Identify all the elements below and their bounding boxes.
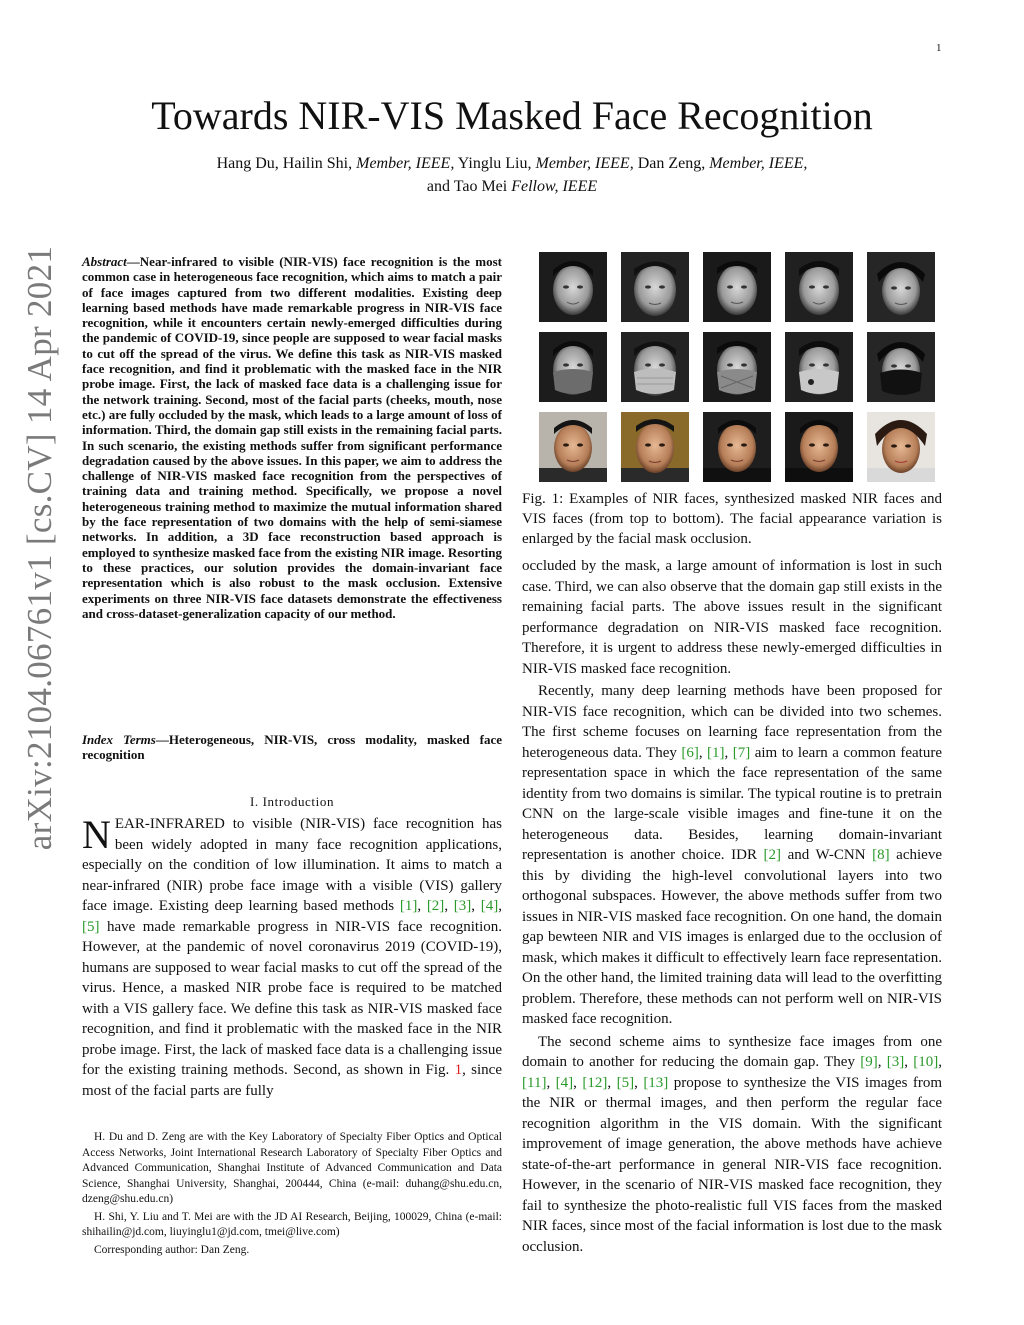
dropcap: N (82, 812, 111, 857)
vis-face-image (785, 412, 853, 482)
vis-face-image (703, 412, 771, 482)
masked-nir-face-image (785, 332, 853, 402)
citation-link[interactable]: [6] (681, 744, 699, 761)
citation-link[interactable]: [9] (860, 1054, 878, 1070)
citation-link[interactable]: [5] (82, 918, 100, 935)
author-role: Fellow, IEEE (511, 178, 598, 195)
vis-face-image (867, 412, 935, 482)
nir-face-image (703, 252, 771, 322)
author-group-2: Yinglu Liu, (454, 155, 536, 172)
figure-face-grid (539, 252, 935, 484)
footnotes (82, 1130, 502, 1260)
masked-nir-face-image (867, 332, 935, 402)
citation-link[interactable]: [10] (913, 1054, 939, 1070)
para-text: and W-CNN (781, 847, 873, 863)
footnote-corresponding-author: Corresponding author: Dan Zeng. (94, 1243, 250, 1256)
author-role: Member, IEEE, (356, 155, 455, 172)
page-number: 1 (936, 42, 942, 54)
citation-link[interactable]: [2] (763, 847, 782, 863)
vis-face-image (621, 412, 689, 482)
citation-link[interactable]: [7] (732, 744, 751, 761)
author-role: Member, IEEE, (709, 155, 808, 172)
citation-link[interactable]: [8] (872, 847, 890, 863)
citation-link[interactable]: [5] (616, 1074, 635, 1091)
citation-link[interactable]: [4] (555, 1074, 574, 1091)
citation-link[interactable]: [11] (522, 1074, 547, 1091)
author-group-3: Dan Zeng, (633, 155, 710, 172)
paragraph: Recently, many deep learning methods have been proposed for NIR-VIS face recognition, which can be divided into two schemes. The first scheme focuses on learning face representation from the heterogeneous data. They [6], [1], [7] aim to learn a common feature representation space in which the face representation of the same identity from two domains is similar. The typical routine is to pretrain CNN on the large-scale visible images and fine-tune it on the heterogeneous data. Besides, learning domain-invariant representation is another choice. IDR [2] and W-CNN [8] achieve this by dividing the high-level convolutional layers into two orthogonal subspaces. However, the above methods suffer from two issues in NIR-VIS masked face recognition. On one hand, the domain gap bewteen NIR and VIS images is enlarged due to the occlusion of mask, which makes it difficult to effectively learn face representation. On the other hand, the limited training data will lead to the overfitting problem. Therefore, these methods can not perform well on NIR-VIS masked face recognition. (522, 683, 942, 1027)
index-terms-text: —Heterogeneous, NIR-VIS, cross modality, masked face recognition (82, 732, 502, 763)
abstract-text: —Near-infrared to visible (NIR-VIS) face recognition is the most common case in heterogeneous face recognition, which aims to match a pair of face images captured from two different modalities. Existing deep learning based methods have made remarkable progress in NIR-VIS face recognition, while it encounters certain newly-emerged difficulties during the pandemic of COVID-19, since people are supposed to wear facial masks to cut off the spread of the virus. We define this task as NIR-VIS masked face recognition, and find it problematic with the masked face in the NIR probe image. First, the lack of masked face data is a challenging issue for the network training. Second, most of the facial parts (cheeks, mouth, nose etc.) are fully occluded by the mask, which leads to a large amount of loss of information. Third, the domain gap still exists in the remaining facial parts. In such scenario, the existing methods suffer from significant performance degradation caused by the above issues. In this paper, we aim to address the challenge of NIR-VIS masked face recognition from the perspectives of training data and training method. Specifically, we propose a novel heterogeneous training method to maximize the mutual information shared by the face representation of two domains with the help of semi-siamese networks. In addition, a 3D face reconstruction based approach is employed to synthesize masked face from the existing NIR image. Resorting to these practices, our solution provides the domain-invariant face representation which is also robust to the mask occlusion. Extensive experiments on three NIR-VIS face datasets demonstrate the effectiveness and cross-dataset-generalization capacity of our method. (82, 254, 502, 621)
citation-link[interactable]: [1] (707, 744, 725, 761)
para-text: propose to synthesize the VIS images from the NIR or thermal images, and then perform the regular face recognition algorithm in the VIS domain. With the significant improvement of image generation, the above methods have achieve state-of-the-art performance in general NIR-VIS face recognition. However, in the scenario of NIR-VIS masked face recognition, they fail to synthesize the photo-realistic full VIS faces from the masked NIR faces, since most of the facial information is lost due to the mask occlusion. (522, 1074, 943, 1255)
author-group-1: Hang Du, Hailin Shi, (216, 155, 357, 172)
author-list (80, 152, 944, 198)
citation-link[interactable]: [2] (426, 898, 445, 914)
introduction-paragraph: NEAR-INFRARED to visible (NIR-VIS) face recognition has been widely adopted in many face recognition applications, especially on the condition of low illumination. It aims to match a near-infrared (NIR) probe face image with a visible (VIS) gallery face image. Existing deep learning based methods [1], [2], [3], [4], [5] have made remarkable progress in NIR-VIS face recognition. However, at the pandemic of novel coronavirus 2019 (COVID-19), humans are supposed to wear facial masks to cut off the spread of the virus. Hence, a masked NIR probe face is required to be matched with a VIS gallery face. We define this task as NIR-VIS masked face recognition, and find it problematic with the masked face in the NIR probe image. First, the lack of masked face data is a challenging issue for the existing training methods. Second, as shown in Fig. 1, since most of the facial parts are fully (82, 812, 502, 1099)
author-role: Member, IEEE, (535, 155, 634, 172)
masked-nir-face-image (539, 332, 607, 402)
masked-nir-face-image (621, 332, 689, 402)
abstract (82, 254, 502, 621)
arxiv-stamp[interactable]: arXiv:2104.06761v1 [cs.CV] 14 Apr 2021 (20, 245, 59, 851)
figure-caption: Fig. 1: Examples of NIR faces, synthesized masked NIR faces and VIS faces (from top to bottom). The facial appearance variation is enlarged by the facial mask occlusion. (522, 491, 942, 547)
index-terms (82, 732, 502, 763)
right-column-text (522, 556, 942, 1257)
nir-face-image (621, 252, 689, 322)
citation-link[interactable]: [1] (399, 898, 418, 914)
footnote-affiliation-2: H. Shi, Y. Liu and T. Mei are with the JD AI Research, Beijing, 100029, China (e-mail: shihailin@jd.com, liuyinglu1@jd.com, tmei@live.com) (82, 1210, 502, 1238)
nir-face-image (539, 252, 607, 322)
footnote-affiliation-1: H. Du and D. Zeng are with the Key Laboratory of Specialty Fiber Optics and Optical Access Networks, Joint International Research Laboratory of Specialty Fiber Optics and Advanced Communication, Shanghai Institute of Advanced Communication and Data Science, Shanghai University, Shanghai, 200444, China (e-mail: duhang@shu.edu.cn, dzeng@shu.edu.cn) (82, 1131, 502, 1205)
intro-text: , since most of the facial parts are fully (82, 1062, 502, 1099)
para-text: achieve this by dividing the high-level convolutional layers into two orthogonal subspaces. However, the above methods suffer from two issues in NIR-VIS masked face recognition. On one hand, the domain gap bewteen NIR and VIS images is enlarged due to the occlusion of mask, which makes it difficult to effectively learn face representation. On the other hand, the limited training data will lead to the overfitting problem. Therefore, these methods can not perform well on NIR-VIS masked face recognition. (522, 847, 942, 1027)
nir-face-image (867, 252, 935, 322)
nir-face-image (785, 252, 853, 322)
citation-link[interactable]: [12] (582, 1074, 608, 1091)
figure-reference-link[interactable]: 1 (454, 1062, 463, 1078)
vis-face-image (539, 412, 607, 482)
paragraph: The second scheme aims to synthesize face images from one domain to another for reducing the domain gap. They [9], [3], [10], [11], [4], [12], [5], [13] propose to synthesize the VIS images from the NIR or thermal images, and then perform the regular face recognition algorithm in the VIS domain. With the significant improvement of image generation, the above methods have achieve state-of-the-art performance in general NIR-VIS face recognition. However, in the scenario of NIR-VIS masked face recognition, they fail to synthesize the photo-realistic full VIS faces from the masked NIR faces, since most of the facial information is lost due to the mask occlusion. (522, 1033, 943, 1255)
paper-title: Towards NIR-VIS Masked Face Recognition (151, 93, 873, 138)
citation-link[interactable]: [13] (643, 1074, 669, 1091)
author-group-4: and Tao Mei (426, 178, 512, 195)
abstract-label: Abstract (82, 254, 127, 269)
para-text: Recently, many deep learning methods have been proposed for NIR-VIS face recognition, which can be divided into two schemes. The first scheme focuses on learning face representation from the heterogeneous data. They (522, 683, 942, 761)
citation-link[interactable]: [3] (886, 1054, 905, 1070)
para-text: The second scheme aims to synthesize face images from one domain to another for reducing the domain gap. They (522, 1033, 942, 1070)
paragraph: occluded by the mask, a large amount of information is lost in such case. Third, we can also observe that the domain gap still exists in the remaining facial parts. The above issues result in the significant performance degradation on NIR-VIS masked face recognition. Therefore, it is urgent to address these newly-emerged difficulties in NIR-VIS masked face recognition. (522, 558, 942, 677)
intro-text: EAR-INFRARED to visible (NIR-VIS) face recognition has been widely adopted in many face recognition applications, especially on the condition of low illumination. It aims to match a near-infrared (NIR) probe face image with a visible (VIS) gallery face image. Existing deep learning based methods (82, 816, 502, 914)
citation-link[interactable]: [3] (453, 898, 472, 914)
citation-link[interactable]: [4] (480, 898, 499, 914)
intro-text: have made remarkable progress in NIR-VIS face recognition. However, at the pandemic of novel coronavirus 2019 (COVID-19), humans are supposed to wear facial masks to cut off the spread of the virus. Hence, a masked NIR probe face is required to be matched with a VIS gallery face. We define this task as NIR-VIS masked face recognition, and find it problematic with the masked face in the NIR probe image. First, the lack of masked face data is a challenging issue for the existing training methods. Second, as shown in Fig. (82, 918, 502, 1078)
para-text: aim to learn a common feature representation space in which the face representation of the same identity from two domains is similar. The typical routine is to pretrain CNN on the large-scale visible images and fine-tune it on the heterogeneous data. Besides, learning domain-invariant representation is another choice. IDR (522, 744, 942, 863)
masked-nir-face-image (703, 332, 771, 402)
index-terms-label: Index Terms (82, 732, 156, 747)
section-heading-introduction: I. Introduction (249, 794, 335, 809)
